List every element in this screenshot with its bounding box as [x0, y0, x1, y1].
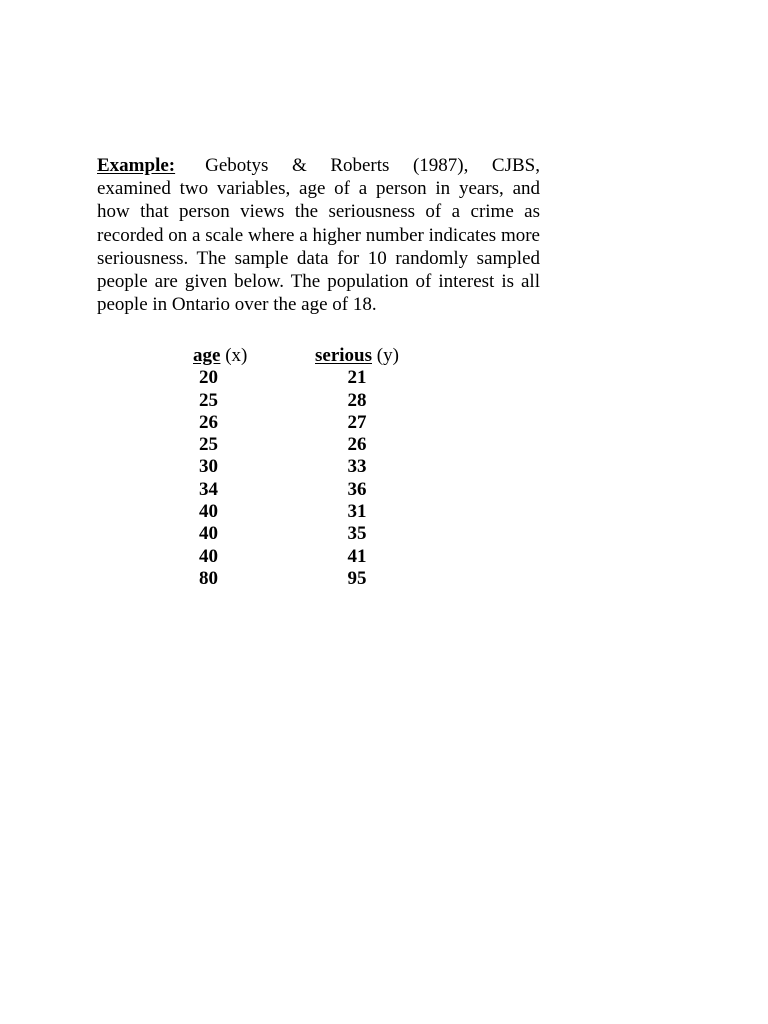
table-row: [193, 367, 399, 389]
age-cell: 20: [199, 367, 218, 389]
age-header-name: age: [193, 345, 221, 366]
table-row: [193, 479, 399, 501]
table-row: [193, 568, 399, 590]
serious-header-name: serious: [315, 345, 372, 366]
age-cell: 40: [199, 523, 218, 545]
example-label: Example:: [97, 155, 176, 176]
table-row: [193, 523, 399, 545]
age-cell: 25: [199, 389, 218, 411]
age-header-unit: (x): [225, 345, 248, 366]
example-paragraph: [97, 154, 540, 316]
age-cell: 40: [199, 545, 218, 567]
serious-header-unit: (y): [376, 345, 399, 366]
table-row: [193, 546, 399, 568]
age-column-header: [193, 345, 315, 367]
serious-cell: 28: [347, 389, 367, 411]
age-cell: 34: [199, 478, 218, 500]
table-row: [193, 501, 399, 523]
example-text: Gebotys & Roberts (1987), CJBS, examined two variables, age of a person in years, and how that person views the seriousness of a crime as recorded on a scale where a higher number indicates more seriousness. The sample data for 10 randomly sampled people are given below. The population of interest is all people in Ontario over the age of 18.: [97, 155, 540, 316]
serious-column-header: [315, 345, 399, 367]
table-row: [193, 390, 399, 412]
serious-cell: 33: [347, 456, 367, 478]
age-cell: 80: [199, 567, 218, 589]
serious-cell: 26: [347, 434, 367, 456]
serious-cell: 27: [347, 411, 367, 433]
age-cell: 25: [199, 434, 218, 456]
table-row: [193, 412, 399, 434]
serious-cell: 31: [347, 501, 367, 523]
age-cell: 26: [199, 411, 218, 433]
table-header-row: [193, 345, 399, 367]
serious-cell: 41: [347, 545, 367, 567]
data-table: [193, 345, 399, 590]
table-row: [193, 434, 399, 456]
age-cell: 30: [199, 456, 218, 478]
serious-cell: 21: [347, 367, 367, 389]
table-row: [193, 456, 399, 478]
serious-cell: 35: [347, 523, 367, 545]
age-cell: 40: [199, 501, 218, 523]
serious-cell: 95: [347, 567, 367, 589]
serious-cell: 36: [347, 478, 367, 500]
